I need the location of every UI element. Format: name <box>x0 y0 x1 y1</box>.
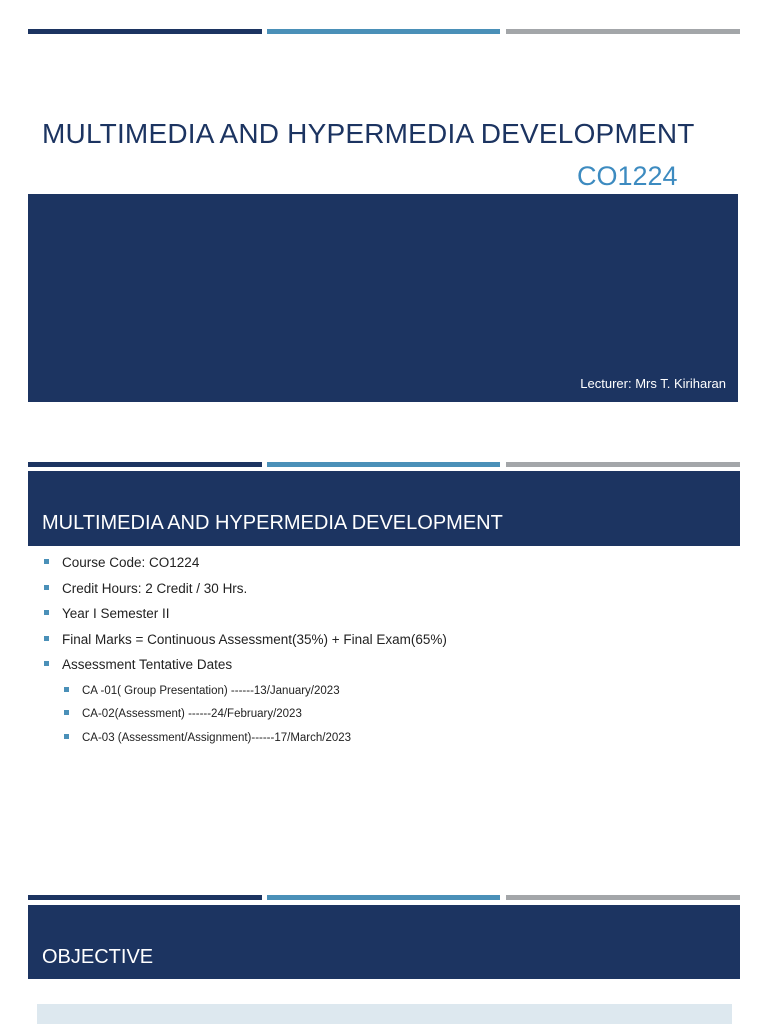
list-item: Assessment Tentative Dates <box>44 655 734 681</box>
slide-title: MULTIMEDIA AND HYPERMEDIA DEVELOPMENT <box>42 512 503 534</box>
accent-bar-gray <box>506 462 740 467</box>
accent-bar-navy <box>28 462 262 467</box>
top-accent-bar-gray <box>506 29 740 34</box>
list-item: Final Marks = Continuous Assessment(35%) + Final Exam(65%) <box>44 630 734 656</box>
list-item: Year I Semester II <box>44 604 734 630</box>
accent-bar-gray <box>506 895 740 900</box>
accent-bar-blue <box>267 895 500 900</box>
accent-bar-blue <box>267 462 500 467</box>
top-accent-bar-blue <box>267 29 500 34</box>
slide-header <box>28 471 740 546</box>
slide-title: MULTIMEDIA AND HYPERMEDIA DEVELOPMENT <box>42 118 695 149</box>
slide-title: OBJECTIVE <box>42 946 154 968</box>
slide-header <box>28 905 740 979</box>
sub-list-item: CA -01( Group Presentation) ------13/January/2023 <box>64 681 734 705</box>
sub-list-item: CA-03 (Assessment/Assignment)------17/March/2023 <box>64 728 734 752</box>
accent-bar-navy <box>28 895 262 900</box>
lecturer-name: Lecturer: Mrs T. Kiriharan <box>580 376 726 391</box>
content-box <box>37 1004 732 1024</box>
bullet-list <box>44 553 734 751</box>
top-accent-bar-navy <box>28 29 262 34</box>
sub-list-item: CA-02(Assessment) ------24/February/2023 <box>64 704 734 728</box>
list-item: Credit Hours: 2 Credit / 30 Hrs. <box>44 579 734 605</box>
list-item: Course Code: CO1224 <box>44 553 734 579</box>
title-banner <box>28 194 738 402</box>
course-code: CO1224 <box>577 161 678 191</box>
